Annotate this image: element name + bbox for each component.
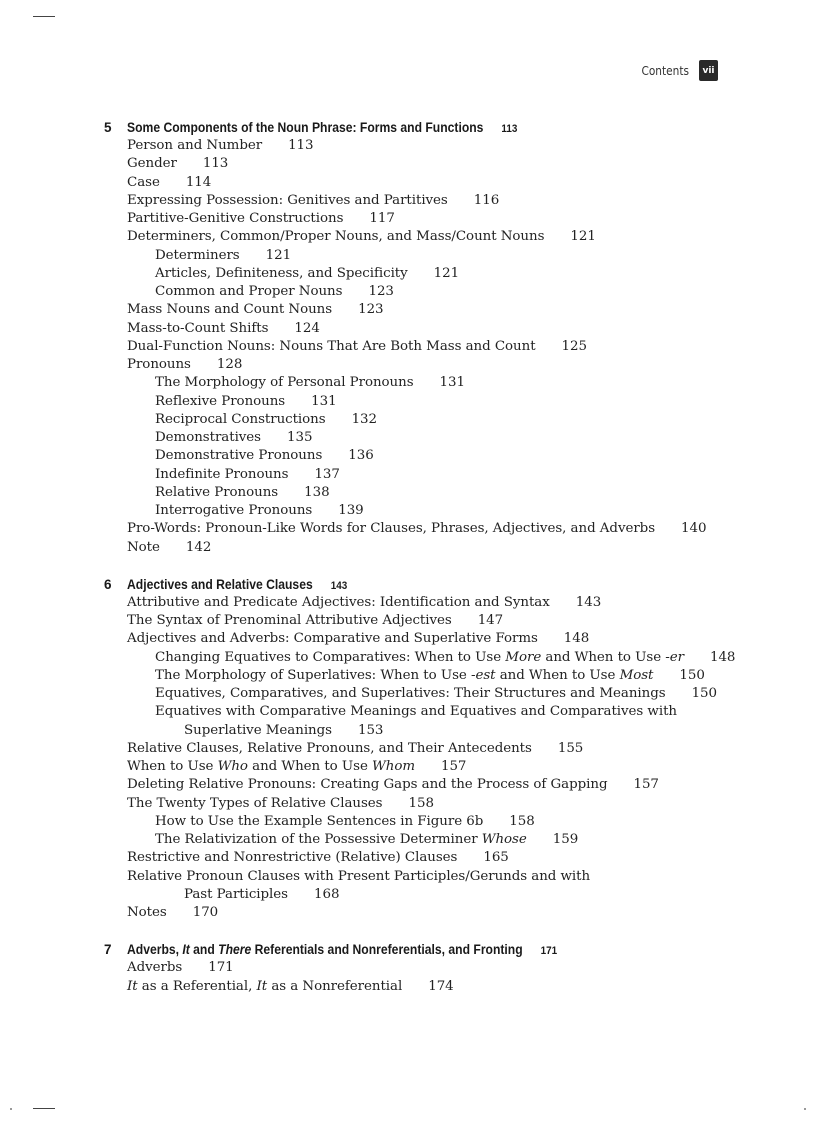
toc-entry-text: Mass Nouns and Count Nouns bbox=[127, 302, 333, 318]
toc-entry-text: Deleting Relative Pronouns: Creating Gaps and the Process of Gapping bbox=[127, 777, 608, 793]
toc-entry-text: Past Participles bbox=[184, 886, 288, 902]
chapter-title-text: Some Components of the Noun Phrase: Forms and Functions bbox=[127, 120, 484, 135]
chapter-title[interactable] bbox=[127, 575, 347, 596]
toc-entry[interactable] bbox=[0, 484, 816, 502]
toc-entry-text: Equatives with Comparative Meanings and Equatives and Comparatives with bbox=[155, 704, 677, 720]
chapter-title[interactable] bbox=[127, 940, 557, 961]
toc-entry-text: How to Use the Example Sentences in Figure 6b bbox=[155, 813, 484, 829]
toc-entry-page-number: 121 bbox=[265, 247, 292, 263]
toc-entry-text: Person and Number bbox=[127, 138, 263, 153]
toc-entry-page-number: 157 bbox=[633, 777, 659, 793]
toc-entry-page-number: 148 bbox=[709, 649, 736, 665]
toc-entry-text: Pronouns bbox=[127, 357, 191, 372]
toc-entry-page-number: 131 bbox=[439, 375, 465, 391]
toc-entry[interactable] bbox=[0, 539, 816, 557]
toc-entry-page-number: 158 bbox=[509, 813, 535, 829]
toc-entry-text: Superlative Meanings bbox=[184, 722, 332, 738]
toc-entry[interactable] bbox=[0, 978, 816, 996]
toc-entry-text: Gender bbox=[127, 156, 177, 172]
chapter-title-text: Adverbs, It and There Referentials and Nonreferentials, and Fronting bbox=[127, 942, 523, 958]
toc-entry[interactable] bbox=[0, 210, 816, 228]
toc-entry[interactable] bbox=[0, 868, 816, 886]
toc-entry[interactable] bbox=[0, 320, 816, 338]
toc-entry[interactable] bbox=[0, 174, 816, 192]
chapter-number: 7 bbox=[104, 942, 112, 958]
toc-entry[interactable] bbox=[0, 849, 816, 867]
toc-entry-text: Determiners, Common/Proper Nouns, and Mass/Count Nouns bbox=[127, 229, 545, 245]
toc-entry-text: Interrogative Pronouns bbox=[155, 503, 313, 518]
toc-entry-text: Adjectives and Adverbs: Comparative and Superlative Forms bbox=[127, 631, 538, 647]
toc-entry-text: Reflexive Pronouns bbox=[155, 393, 286, 409]
toc-entry-page-number: 121 bbox=[570, 229, 596, 245]
toc-entry[interactable] bbox=[0, 283, 816, 301]
toc-entry-page-number: 123 bbox=[368, 284, 394, 299]
toc-entry-text: Common and Proper Nouns bbox=[155, 284, 343, 299]
toc-entry[interactable] bbox=[0, 466, 816, 484]
toc-entry-text: The Twenty Types of Relative Clauses bbox=[127, 795, 383, 811]
toc-entry-text: Reciprocal Constructions bbox=[155, 411, 326, 427]
toc-entry[interactable] bbox=[0, 959, 816, 977]
toc-entry-text: Determiners bbox=[155, 247, 240, 263]
toc-entry-page-number: 124 bbox=[294, 320, 320, 336]
toc-entry[interactable] bbox=[0, 338, 816, 356]
toc-entry[interactable] bbox=[0, 429, 816, 447]
toc-entry[interactable] bbox=[0, 137, 816, 155]
toc-entry-text: Partitive-Genitive Constructions bbox=[127, 211, 344, 226]
toc-entry[interactable] bbox=[0, 374, 816, 392]
toc-entry[interactable] bbox=[0, 649, 816, 667]
toc-entry[interactable] bbox=[0, 594, 816, 612]
toc-entry[interactable] bbox=[0, 520, 816, 538]
toc-entry-page-number: 158 bbox=[408, 795, 434, 811]
toc-entry-page-number: 147 bbox=[477, 613, 504, 628]
toc-entry[interactable] bbox=[0, 265, 816, 283]
toc-entry-page-number: 121 bbox=[433, 265, 460, 281]
toc-entry[interactable] bbox=[0, 667, 816, 685]
toc-entry-page-number: 128 bbox=[216, 357, 243, 372]
toc-entry-page-number: 150 bbox=[679, 667, 705, 683]
toc-entry-text: Case bbox=[127, 174, 160, 190]
toc-entry[interactable] bbox=[0, 393, 816, 411]
toc-entry[interactable] bbox=[0, 502, 816, 520]
toc-entry-text: Relative Pronouns bbox=[155, 484, 279, 500]
toc-entry-text: The Relativization of the Possessive Determiner Whose bbox=[155, 832, 527, 847]
toc-entry-page-number: 157 bbox=[440, 759, 467, 774]
toc-entry-text: Indefinite Pronouns bbox=[155, 466, 289, 482]
toc-entry[interactable] bbox=[0, 703, 816, 721]
toc-entry[interactable] bbox=[0, 740, 816, 758]
toc-entry-page-number: 170 bbox=[192, 905, 219, 920]
toc-entry-text: Restrictive and Nonrestrictive (Relative) Clauses bbox=[127, 850, 458, 866]
toc-entry-text: Relative Clauses, Relative Pronouns, and Their Antecedents bbox=[127, 740, 532, 756]
chapter-page-number: 171 bbox=[540, 945, 558, 958]
toc-entry[interactable] bbox=[0, 228, 816, 246]
toc-entry-page-number: 174 bbox=[428, 978, 454, 994]
toc-entry-text: Demonstrative Pronouns bbox=[155, 448, 323, 464]
table-of-contents bbox=[0, 118, 816, 996]
toc-entry-page-number: 131 bbox=[311, 393, 337, 409]
chapter-page-number: 113 bbox=[501, 123, 518, 135]
header-section-label: Contents bbox=[641, 63, 689, 78]
toc-entry[interactable] bbox=[0, 776, 816, 794]
crop-mark-bottom-left bbox=[33, 1108, 55, 1109]
toc-entry[interactable] bbox=[0, 630, 816, 648]
toc-entry-page-number: 123 bbox=[358, 302, 384, 318]
crop-dot bbox=[804, 1108, 806, 1110]
toc-entry-text: Notes bbox=[127, 905, 167, 920]
toc-entry-text: Articles, Definiteness, and Specificity bbox=[155, 265, 408, 281]
toc-entry-text: Attributive and Predicate Adjectives: Identification and Syntax bbox=[127, 594, 550, 610]
chapter-page-number: 143 bbox=[330, 579, 348, 592]
toc-entry-page-number: 150 bbox=[691, 686, 717, 701]
toc-entry-text: Changing Equatives to Comparatives: When to Use More and When to Use -er bbox=[155, 649, 684, 665]
toc-entry[interactable] bbox=[0, 612, 816, 630]
toc-entry-text: Pro-Words: Pronoun-Like Words for Clauses, Phrases, Adjectives, and Adverbs bbox=[127, 521, 656, 537]
toc-entry-text: Note bbox=[127, 539, 160, 555]
toc-entry[interactable] bbox=[0, 356, 816, 374]
toc-entry-page-number: 148 bbox=[563, 631, 590, 647]
toc-entry-page-number: 117 bbox=[369, 211, 395, 226]
toc-entry-page-number: 159 bbox=[552, 832, 579, 847]
toc-entry[interactable] bbox=[0, 192, 816, 210]
toc-entry-page-number: 116 bbox=[473, 192, 500, 208]
toc-entry-page-number: 153 bbox=[357, 722, 384, 738]
toc-entry-text: Expressing Possession: Genitives and Partitives bbox=[127, 192, 448, 208]
toc-entry[interactable] bbox=[0, 904, 816, 922]
toc-entry[interactable] bbox=[0, 758, 816, 776]
toc-entry[interactable] bbox=[0, 301, 816, 319]
toc-entry-page-number: 113 bbox=[202, 156, 229, 172]
toc-entry-page-number: 168 bbox=[314, 886, 340, 902]
toc-entry-text: It as a Referential, It as a Nonreferential bbox=[127, 978, 403, 994]
toc-entry-page-number: 139 bbox=[338, 503, 364, 518]
toc-entry-page-number: 136 bbox=[348, 448, 374, 464]
toc-entry-page-number: 113 bbox=[288, 138, 314, 153]
toc-entry-page-number: 171 bbox=[208, 960, 234, 976]
toc-entry-page-number: 137 bbox=[314, 466, 340, 482]
toc-entry-text: Mass-to-Count Shifts bbox=[127, 320, 269, 336]
chapter-title-text: Adjectives and Relative Clauses bbox=[127, 576, 313, 592]
toc-entry-text: When to Use Who and When to Use Whom bbox=[127, 759, 415, 774]
toc-entry-page-number: 155 bbox=[557, 740, 584, 756]
toc-entry-text: The Syntax of Prenominal Attributive Adjectives bbox=[127, 613, 452, 628]
page-number-badge: vii bbox=[699, 60, 718, 81]
toc-entry-page-number: 135 bbox=[287, 430, 313, 445]
chapter-title[interactable] bbox=[127, 118, 517, 139]
toc-entry-page-number: 143 bbox=[575, 594, 602, 610]
toc-entry-text: Equatives, Comparatives, and Superlatives: Their Structures and Meanings bbox=[155, 686, 666, 701]
crop-mark-top-left bbox=[33, 16, 55, 17]
toc-entry-page-number: 132 bbox=[351, 411, 377, 427]
toc-entry[interactable] bbox=[0, 886, 816, 904]
toc-entry[interactable] bbox=[0, 411, 816, 429]
toc-entry-page-number: 142 bbox=[185, 539, 212, 555]
toc-entry-page-number: 140 bbox=[681, 521, 707, 537]
toc-entry-text: Relative Pronoun Clauses with Present Participles/Gerunds and with bbox=[127, 868, 591, 884]
toc-entry[interactable] bbox=[0, 813, 816, 831]
chapter-number: 6 bbox=[104, 576, 112, 592]
toc-entry-text: The Morphology of Personal Pronouns bbox=[155, 375, 414, 391]
chapter-heading[interactable] bbox=[0, 940, 816, 959]
toc-entry[interactable] bbox=[0, 795, 816, 813]
chapter-heading[interactable] bbox=[0, 575, 816, 594]
toc-entry-text: Demonstratives bbox=[155, 430, 262, 445]
running-header bbox=[635, 60, 718, 81]
toc-entry-text: Dual-Function Nouns: Nouns That Are Both Mass and Count bbox=[127, 338, 536, 354]
toc-entry-text: The Morphology of Superlatives: When to Use -est and When to Use Most bbox=[155, 667, 654, 683]
toc-entry[interactable] bbox=[0, 247, 816, 265]
chapter-number: 5 bbox=[104, 120, 112, 135]
toc-entry-page-number: 165 bbox=[483, 850, 509, 866]
toc-entry[interactable] bbox=[0, 722, 816, 740]
chapter-heading[interactable] bbox=[0, 118, 816, 137]
toc-entry-page-number: 125 bbox=[561, 338, 587, 354]
toc-entry-page-number: 138 bbox=[304, 484, 330, 500]
toc-entry[interactable] bbox=[0, 685, 816, 703]
toc-entry-text: Adverbs bbox=[127, 960, 183, 976]
toc-entry[interactable] bbox=[0, 155, 816, 173]
toc-entry-page-number: 114 bbox=[185, 174, 212, 190]
crop-dot bbox=[10, 1108, 12, 1110]
toc-entry[interactable] bbox=[0, 447, 816, 465]
toc-entry[interactable] bbox=[0, 831, 816, 849]
